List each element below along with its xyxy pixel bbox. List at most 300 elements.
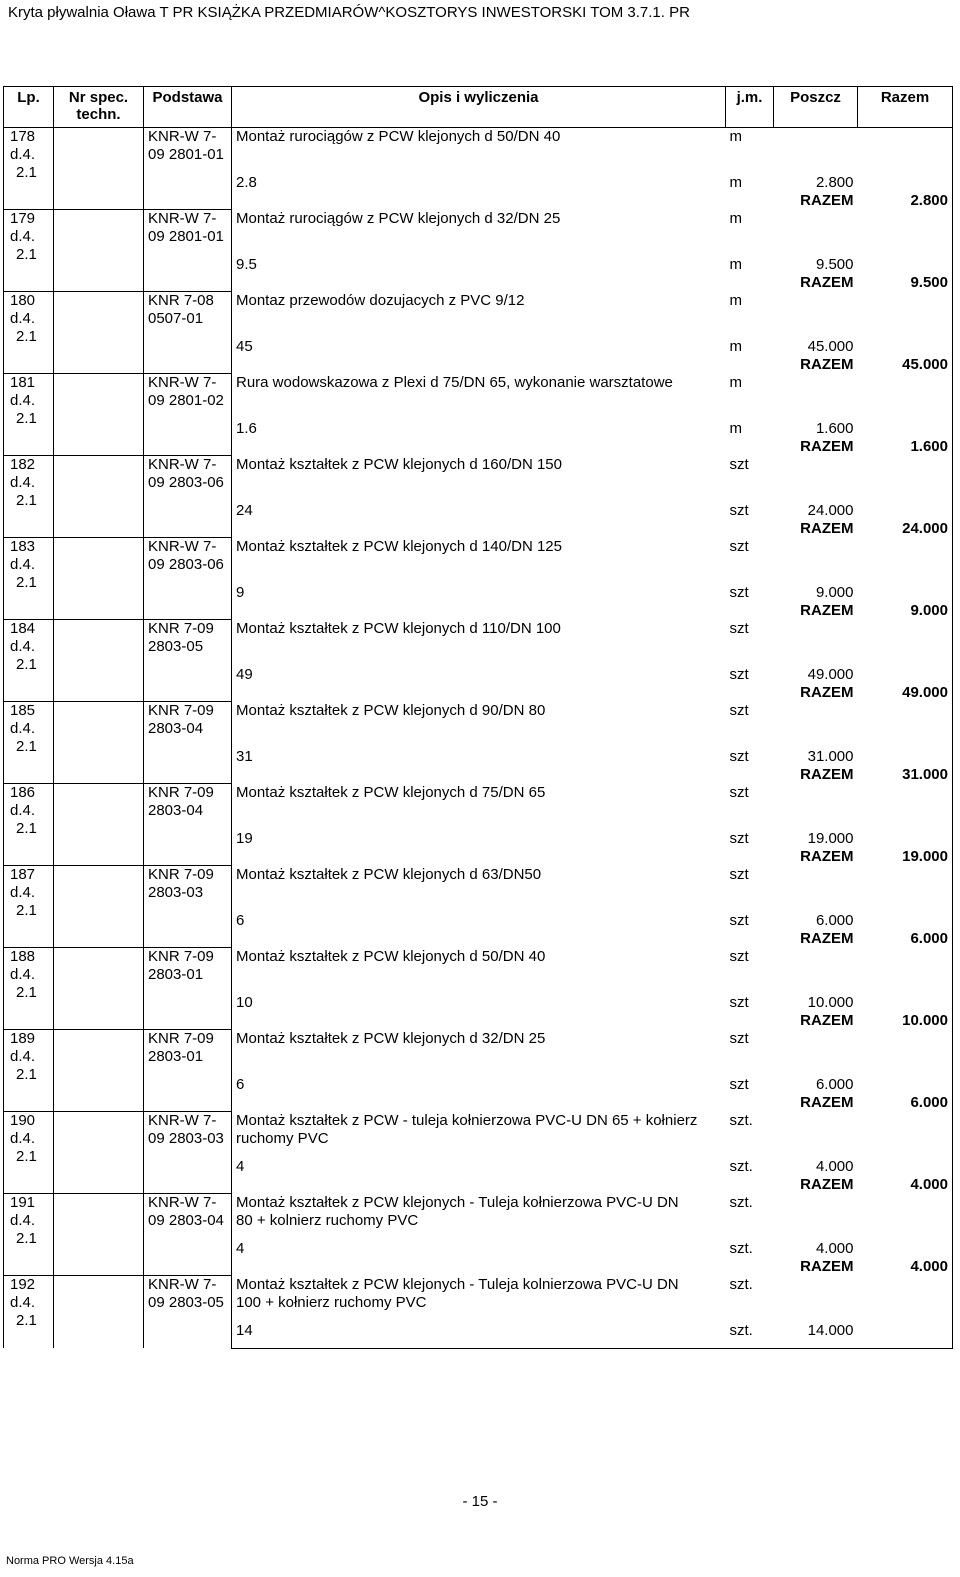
empty-cell (726, 274, 774, 292)
unit-cell: szt (729, 537, 749, 555)
calculation-value: 31 (236, 747, 253, 765)
table-row (4, 784, 953, 830)
spec-cell (54, 538, 144, 620)
table-row (4, 374, 953, 420)
podstawa-cell (144, 456, 232, 538)
total-label: RAZEM (800, 437, 854, 455)
empty-cell (232, 274, 726, 292)
partial-amount: 9.500 (815, 255, 854, 273)
podstawa-line: 09 2801-01 (148, 228, 224, 245)
spec-cell (54, 1276, 144, 1349)
description-cell (232, 620, 726, 666)
spec-cell (54, 866, 144, 948)
description-cell (232, 948, 726, 994)
calculation-unit: m (729, 337, 742, 355)
total-label: RAZEM (800, 1175, 854, 1193)
item-number-line: d.4. (10, 1212, 36, 1229)
item-number (4, 1276, 54, 1349)
item-number (4, 538, 54, 620)
empty-cell (858, 620, 953, 666)
calculation-unit: m (729, 173, 742, 191)
calculation-value: 14 (232, 1322, 726, 1349)
calculation-value: 45 (236, 337, 253, 355)
podstawa-line: KNR 7-09 (148, 702, 214, 719)
podstawa-line: KNR 7-09 (148, 948, 214, 965)
unit-cell: szt (729, 455, 749, 473)
item-number-line: d.4. (10, 392, 36, 409)
partial-amount: 24.000 (807, 501, 854, 519)
empty-cell (858, 784, 953, 830)
item-number (4, 210, 54, 292)
item-number (4, 1112, 54, 1194)
item-number-line: 180 (10, 292, 36, 309)
spec-cell (54, 128, 144, 210)
description-cell (232, 702, 726, 748)
table-row (4, 292, 953, 338)
podstawa-line: KNR-W 7- (148, 538, 217, 555)
calculation-value: 10 (236, 993, 253, 1011)
total-amount: 24.000 (858, 520, 953, 538)
empty-cell (858, 420, 953, 438)
total-label: RAZEM (800, 765, 854, 783)
calculation-unit: szt. (729, 1239, 753, 1257)
description-line: Montaż kształtek z PCW klejonych - Tuleja kołnierzowa PVC-U DN (236, 1193, 679, 1211)
unit-cell: szt (729, 619, 749, 637)
podstawa-line: KNR 7-09 (148, 866, 214, 883)
calculation-unit: m (729, 419, 742, 437)
calculation-value: 2.8 (236, 173, 257, 191)
item-number-line: 190 (10, 1112, 36, 1129)
total-amount: 2.800 (858, 192, 953, 210)
empty-cell (858, 1322, 953, 1349)
empty-cell (726, 602, 774, 620)
description-line: Montaż kształtek z PCW klejonych d 110/DN 100 (236, 619, 561, 637)
total-amount: 31.000 (858, 766, 953, 784)
partial-amount: 4.000 (815, 1239, 854, 1257)
item-number-line: 191 (10, 1194, 36, 1211)
item-number-line: 178 (10, 128, 36, 145)
empty-cell (726, 848, 774, 866)
unit-cell: szt. (729, 1193, 753, 1211)
description-cell (232, 784, 726, 830)
total-amount: 19.000 (858, 848, 953, 866)
item-number-line: 2.1 (16, 820, 37, 837)
unit-cell: m (729, 209, 742, 227)
calculation-unit: szt (729, 747, 749, 765)
calculation-unit: m (729, 255, 742, 273)
table-row (4, 1194, 953, 1240)
spec-cell (54, 1194, 144, 1276)
calculation-value: 4 (236, 1239, 245, 1257)
empty-cell (726, 1176, 774, 1194)
item-number (4, 948, 54, 1030)
calculation-value: 9.5 (236, 255, 257, 273)
item-number-line: 183 (10, 538, 36, 555)
calculation-value: 6 (236, 1075, 245, 1093)
empty-cell (774, 292, 858, 338)
table-row (4, 948, 953, 994)
col-opis: Opis i wyliczenia (232, 87, 726, 128)
podstawa-line: 09 2803-03 (148, 1130, 224, 1147)
item-number-line: 192 (10, 1276, 36, 1293)
table-row (4, 456, 953, 502)
table-row (4, 210, 953, 256)
table-row (4, 620, 953, 666)
total-amount: 4.000 (858, 1258, 953, 1276)
partial-amount: 9.000 (815, 583, 854, 601)
empty-cell (858, 866, 953, 912)
item-number-line: 186 (10, 784, 36, 801)
empty-cell (726, 684, 774, 702)
podstawa-line: 2803-01 (148, 1048, 204, 1065)
empty-cell (858, 538, 953, 584)
empty-cell (726, 930, 774, 948)
description-line: 80 + kolnierz ruchomy PVC (236, 1211, 419, 1229)
item-number-line: 187 (10, 866, 36, 883)
item-number (4, 866, 54, 948)
podstawa-line: KNR-W 7- (148, 374, 217, 391)
col-jm: j.m. (726, 87, 774, 128)
calculation-unit: szt. (726, 1322, 774, 1349)
empty-cell (232, 520, 726, 538)
spec-cell (54, 456, 144, 538)
total-label: RAZEM (800, 355, 854, 373)
calculation-value: 1.6 (236, 419, 257, 437)
podstawa-cell (144, 620, 232, 702)
empty-cell (858, 1240, 953, 1258)
calculation-unit: szt (729, 501, 749, 519)
podstawa-line: KNR-W 7- (148, 128, 217, 145)
podstawa-line: KNR 7-09 (148, 620, 214, 637)
calculation-value: 4 (236, 1157, 245, 1175)
podstawa-cell (144, 1030, 232, 1112)
partial-amount: 1.600 (815, 419, 854, 437)
table-row (4, 1030, 953, 1076)
unit-cell: m (729, 291, 742, 309)
partial-amount: 49.000 (807, 665, 854, 683)
podstawa-line: KNR-W 7- (148, 1112, 217, 1129)
podstawa-cell (144, 538, 232, 620)
calculation-unit: szt (729, 993, 749, 1011)
description-line: Montaż kształtek z PCW klejonych d 50/DN 40 (236, 947, 546, 965)
podstawa-line: 09 2803-05 (148, 1294, 224, 1311)
total-label: RAZEM (800, 1093, 854, 1111)
item-number-line: d.4. (10, 1130, 36, 1147)
description-line: Montaż kształtek z PCW klejonych d 140/DN 125 (236, 537, 562, 555)
unit-cell: szt (729, 783, 749, 801)
empty-cell (858, 1076, 953, 1094)
col-podstawa: Podstawa (144, 87, 232, 128)
description-line: Montaż kształtek z PCW - tuleja kołnierzowa PVC-U DN 65 + kołnierz (236, 1111, 698, 1129)
unit-cell: szt. (729, 1275, 753, 1293)
spec-cell (54, 702, 144, 784)
empty-cell (858, 1112, 953, 1158)
total-label: RAZEM (800, 191, 854, 209)
total-label: RAZEM (800, 519, 854, 537)
partial-amount: 4.000 (815, 1157, 854, 1175)
total-amount: 6.000 (858, 1094, 953, 1112)
empty-cell (726, 438, 774, 456)
item-number-line: 188 (10, 948, 36, 965)
item-number-line: d.4. (10, 310, 36, 327)
total-label: RAZEM (800, 273, 854, 291)
empty-cell (858, 338, 953, 356)
description-line: Montaż kształtek z PCW klejonych d 90/DN 80 (236, 701, 546, 719)
item-number-line: d.4. (10, 884, 36, 901)
total-label: RAZEM (800, 929, 854, 947)
description-line: Rura wodowskazowa z Plexi d 75/DN 65, wykonanie warsztatowe (236, 373, 673, 391)
table-row (4, 538, 953, 584)
calculation-value: 19 (236, 829, 253, 847)
empty-cell (858, 1194, 953, 1240)
empty-cell (774, 948, 858, 994)
podstawa-line: 2803-01 (148, 966, 204, 983)
empty-cell (858, 994, 953, 1012)
partial-amount: 10.000 (807, 993, 854, 1011)
empty-cell (858, 292, 953, 338)
item-number-line: d.4. (10, 1048, 36, 1065)
software-footer: Norma PRO Wersja 4.15a (6, 1555, 134, 1567)
unit-cell: szt (729, 865, 749, 883)
item-number-line: 184 (10, 620, 36, 637)
spec-cell (54, 292, 144, 374)
empty-cell (858, 456, 953, 502)
table-row (4, 128, 953, 174)
calculation-value: 9 (236, 583, 245, 601)
description-cell (232, 1030, 726, 1076)
empty-cell (858, 1276, 953, 1322)
empty-cell (726, 1094, 774, 1112)
description-line: ruchomy PVC (236, 1129, 329, 1147)
spec-cell (54, 1112, 144, 1194)
item-number-line: 2.1 (16, 246, 37, 263)
table-row (4, 1276, 953, 1322)
partial-amount: 6.000 (815, 911, 854, 929)
empty-cell (774, 702, 858, 748)
empty-cell (774, 1030, 858, 1076)
item-number (4, 374, 54, 456)
item-number-line: d.4. (10, 474, 36, 491)
table-body (4, 128, 953, 1349)
description-cell (232, 210, 726, 256)
empty-cell (232, 848, 726, 866)
empty-cell (858, 1158, 953, 1176)
item-number (4, 620, 54, 702)
calculation-value: 24 (236, 501, 253, 519)
item-number-line: 189 (10, 1030, 36, 1047)
podstawa-line: KNR-W 7- (148, 210, 217, 227)
item-number (4, 292, 54, 374)
podstawa-line: KNR 7-08 (148, 292, 214, 309)
partial-amount: 31.000 (807, 747, 854, 765)
item-number (4, 784, 54, 866)
empty-cell (232, 766, 726, 784)
partial-amount: 14.000 (774, 1322, 858, 1349)
description-line: Montaż kształtek z PCW klejonych d 63/DN50 (236, 865, 542, 883)
empty-cell (232, 930, 726, 948)
total-amount: 6.000 (858, 930, 953, 948)
item-number-line: 2.1 (16, 164, 37, 181)
spec-cell (54, 1030, 144, 1112)
item-number-line: 179 (10, 210, 36, 227)
podstawa-line: KNR-W 7- (148, 1194, 217, 1211)
empty-cell (232, 438, 726, 456)
empty-cell (774, 128, 858, 174)
podstawa-line: 2803-04 (148, 802, 204, 819)
description-line: Montaż kształtek z PCW klejonych - Tuleja kolnierzowa PVC-U DN (236, 1275, 679, 1293)
item-number-line: 2.1 (16, 1148, 37, 1165)
col-lp: Lp. (4, 87, 54, 128)
item-number-line: d.4. (10, 146, 36, 163)
calculation-value: 6 (236, 911, 245, 929)
table-row (4, 702, 953, 748)
empty-cell (774, 456, 858, 502)
item-number-line: d.4. (10, 556, 36, 573)
item-number (4, 702, 54, 784)
empty-cell (726, 1258, 774, 1276)
empty-cell (232, 192, 726, 210)
description-line: Montaż kształtek z PCW klejonych d 160/DN 150 (236, 455, 562, 473)
podstawa-line: KNR-W 7- (148, 456, 217, 473)
podstawa-line: 09 2801-02 (148, 392, 224, 409)
empty-cell (858, 584, 953, 602)
empty-cell (858, 666, 953, 684)
spec-cell (54, 948, 144, 1030)
item-number-line: 185 (10, 702, 36, 719)
calculation-value: 49 (236, 665, 253, 683)
item-number-line: 2.1 (16, 410, 37, 427)
podstawa-cell (144, 128, 232, 210)
item-number-line: 2.1 (16, 492, 37, 509)
unit-cell: szt (729, 947, 749, 965)
table-row (4, 866, 953, 912)
item-number-line: 2.1 (16, 656, 37, 673)
description-cell (232, 292, 726, 338)
item-number-line: d.4. (10, 638, 36, 655)
empty-cell (232, 1094, 726, 1112)
empty-cell (232, 1258, 726, 1276)
empty-cell (774, 1194, 858, 1240)
empty-cell (858, 948, 953, 994)
description-cell (232, 456, 726, 502)
empty-cell (858, 1030, 953, 1076)
empty-cell (774, 538, 858, 584)
podstawa-cell (144, 374, 232, 456)
unit-cell: m (729, 373, 742, 391)
podstawa-cell (144, 784, 232, 866)
description-line: 100 + kołnierz ruchomy PVC (236, 1293, 427, 1311)
empty-cell (726, 1012, 774, 1030)
calculation-unit: szt (729, 665, 749, 683)
description-cell (232, 374, 726, 420)
total-amount: 9.000 (858, 602, 953, 620)
item-number-line: d.4. (10, 802, 36, 819)
description-cell (232, 538, 726, 584)
description-line: Montaz przewodów dozujacych z PVC 9/12 (236, 291, 525, 309)
col-nr-spec: Nr spec. techn. (54, 87, 144, 128)
empty-cell (858, 174, 953, 192)
podstawa-cell (144, 1112, 232, 1194)
item-number (4, 456, 54, 538)
item-number-line: d.4. (10, 966, 36, 983)
partial-amount: 19.000 (807, 829, 854, 847)
empty-cell (774, 210, 858, 256)
total-amount: 49.000 (858, 684, 953, 702)
item-number-line: d.4. (10, 228, 36, 245)
item-number-line: 2.1 (16, 984, 37, 1001)
item-number-line: 2.1 (16, 328, 37, 345)
description-cell (232, 1112, 726, 1158)
unit-cell: m (729, 128, 742, 145)
empty-cell (726, 192, 774, 210)
empty-cell (726, 356, 774, 374)
empty-cell (774, 1276, 858, 1322)
total-amount: 9.500 (858, 274, 953, 292)
podstawa-cell (144, 866, 232, 948)
description-line: Montaż rurociągów z PCW klejonych d 32/DN 25 (236, 209, 561, 227)
item-number (4, 1194, 54, 1276)
description-cell (232, 1276, 726, 1322)
page-number: - 15 - (462, 1493, 498, 1510)
total-label: RAZEM (800, 1257, 854, 1275)
podstawa-cell (144, 292, 232, 374)
document-header: Kryta pływalnia Oława T PR KSIĄŻKA PRZEDMIARÓW^KOSZTORYS INWESTORSKI TOM 3.7.1. PR (8, 4, 690, 21)
podstawa-line: 2803-03 (148, 884, 204, 901)
spec-cell (54, 210, 144, 292)
partial-amount: 6.000 (815, 1075, 854, 1093)
podstawa-line: 09 2803-04 (148, 1212, 224, 1229)
empty-cell (858, 830, 953, 848)
empty-cell (232, 1012, 726, 1030)
total-label: RAZEM (800, 683, 854, 701)
item-number-line: 2.1 (16, 1066, 37, 1083)
podstawa-cell (144, 1276, 232, 1349)
empty-cell (858, 502, 953, 520)
spec-cell (54, 784, 144, 866)
partial-amount: 45.000 (807, 337, 854, 355)
empty-cell (774, 620, 858, 666)
podstawa-line: KNR-W 7- (148, 1276, 217, 1293)
empty-cell (232, 356, 726, 374)
empty-cell (858, 702, 953, 748)
unit-cell: szt (729, 701, 749, 719)
podstawa-cell (144, 210, 232, 292)
item-number-line: d.4. (10, 720, 36, 737)
item-number-line: 181 (10, 374, 36, 391)
total-amount: 45.000 (858, 356, 953, 374)
podstawa-cell (144, 948, 232, 1030)
empty-cell (858, 256, 953, 274)
item-number-line: 182 (10, 456, 36, 473)
col-poszcz: Poszcz (774, 87, 858, 128)
total-amount: 1.600 (858, 438, 953, 456)
item-number-line: 2.1 (16, 738, 37, 755)
unit-cell: szt. (729, 1111, 753, 1129)
empty-cell (858, 374, 953, 420)
unit-cell: szt (729, 1029, 749, 1047)
spec-cell (54, 374, 144, 456)
podstawa-cell (144, 1194, 232, 1276)
description-cell (232, 1194, 726, 1240)
calculation-unit: szt (729, 583, 749, 601)
total-label: RAZEM (800, 601, 854, 619)
item-number-line: 2.1 (16, 902, 37, 919)
item-number-line: 2.1 (16, 1230, 37, 1247)
partial-amount: 2.800 (815, 173, 854, 191)
podstawa-line: KNR 7-09 (148, 784, 214, 801)
podstawa-line: 09 2803-06 (148, 474, 224, 491)
calculation-unit: szt (729, 1075, 749, 1093)
